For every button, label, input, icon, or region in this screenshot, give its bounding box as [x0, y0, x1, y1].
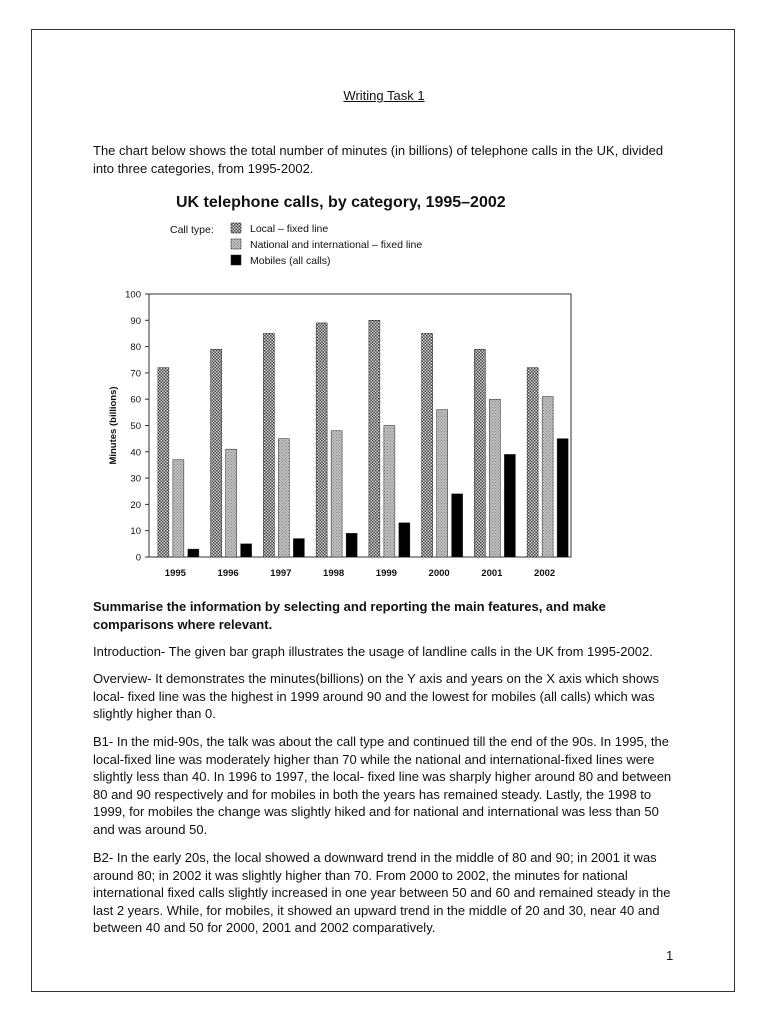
bar-local — [422, 333, 433, 557]
bar-national — [489, 399, 500, 557]
x-tick-label: 1997 — [270, 568, 292, 579]
y-tick-label: 80 — [130, 342, 141, 354]
y-tick-label: 0 — [135, 552, 141, 564]
bar-mobiles — [241, 544, 252, 557]
legend-label: Local – fixed line — [250, 223, 329, 235]
y-tick-label: 60 — [130, 394, 141, 406]
page-number: 1 — [666, 948, 674, 963]
legend-title: Call type: — [170, 224, 214, 236]
legend-swatch — [231, 255, 241, 265]
bar-local — [369, 320, 380, 557]
bar-mobiles — [452, 494, 463, 557]
y-tick-label: 40 — [130, 447, 141, 459]
bar-national — [226, 449, 237, 557]
y-tick-label: 70 — [130, 368, 141, 380]
body-paragraph-2: B2- In the early 20s, the local showed a downward trend in the middle of 80 and 90; in 2001 it was around 80; in 2002 it was slightly higher than 70. From 2000 to 2002, the minutes for national international fixed calls slightly increased in one year between 50 and 60 and remained steady in the last 2 years. While, for mobiles, it showed an upward trend in the middle of 20 and 30, near 40 and between 40 and 50 for 2000, 2001 and 2002 comparatively. — [93, 850, 671, 935]
bar-national — [278, 439, 289, 557]
bar-local — [316, 323, 327, 557]
legend-label: Mobiles (all calls) — [250, 255, 331, 267]
bar-local — [211, 349, 222, 557]
bar-national — [384, 426, 395, 558]
legend-swatch — [231, 223, 241, 233]
bar-mobiles — [293, 539, 304, 557]
introduction-paragraph: Introduction- The given bar graph illustrates the usage of landline calls in the UK from 1995-2002. — [93, 644, 653, 659]
y-tick-label: 100 — [125, 289, 141, 301]
bar-mobiles — [346, 533, 357, 557]
bar-national — [542, 397, 553, 557]
y-tick-label: 90 — [130, 315, 141, 327]
legend-swatch — [231, 239, 241, 249]
bar-local — [474, 349, 485, 557]
intro-paragraph: The chart below shows the total number of minutes (in billions) of telephone calls in the UK, divided into three categories, from 1995-2002. — [93, 143, 664, 176]
y-axis-label: Minutes (billions) — [108, 386, 119, 465]
y-tick-label: 10 — [130, 526, 141, 538]
x-tick-label: 1999 — [375, 568, 397, 579]
body-paragraph-1: B1- In the mid-90s, the talk was about the call type and continued till the end of the 90s. In 1995, the local-fixed line was moderately higher than 70 while the national and international-fixed lines were slightly less than 40. In 1996 to 1997, the local- fixed line was sharply higher around 80 and between 80 and 90 respectively and for mobiles in both the years has remained steady. Lastly, the 1998 to 1999, for mobiles the change was slightly hiked and for national and international was less than 50 and was around 50. — [93, 734, 672, 837]
y-tick-label: 20 — [130, 499, 141, 511]
x-tick-label: 2002 — [534, 568, 556, 579]
legend-label: National and international – fixed line — [250, 239, 423, 251]
bar-chart — [96, 188, 576, 584]
y-tick-label: 50 — [130, 421, 141, 432]
overview-paragraph: Overview- It demonstrates the minutes(billions) on the Y axis and years on the X axis which shows local- fixed line was the highest in 1999 around 90 and the lowest for mobiles (all calls) which was slightly higher than 0. — [93, 671, 660, 721]
bar-mobiles — [399, 523, 410, 557]
bar-local — [158, 368, 169, 557]
bar-mobiles — [188, 549, 199, 557]
bar-national — [437, 410, 448, 557]
chart-title: UK telephone calls, by category, 1995–2002 — [176, 194, 506, 211]
bar-local — [263, 333, 274, 557]
bar-mobiles — [504, 454, 515, 557]
document-title: Writing Task 1 — [343, 88, 425, 103]
x-tick-label: 2000 — [428, 568, 450, 579]
task-instruction: Summarise the information by selecting and reporting the main features, and make comparisons where relevant. — [93, 599, 606, 632]
x-tick-label: 1998 — [323, 568, 345, 579]
bar-local — [527, 368, 538, 557]
y-tick-label: 30 — [130, 473, 141, 485]
bar-mobiles — [557, 439, 568, 557]
x-tick-label: 1996 — [217, 568, 239, 579]
bar-national — [173, 460, 184, 557]
x-tick-label: 2001 — [481, 568, 503, 579]
bar-national — [331, 431, 342, 557]
x-tick-label: 1995 — [164, 568, 186, 579]
